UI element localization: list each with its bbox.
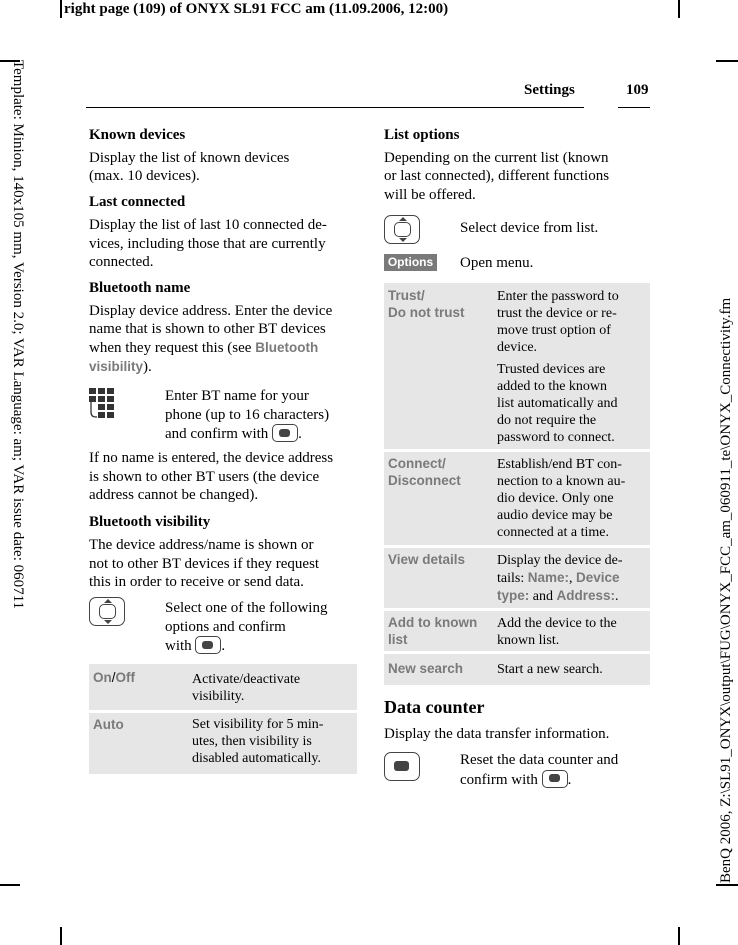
option-auto[interactable] xyxy=(93,716,124,733)
center-key-icon xyxy=(384,752,420,781)
text-line: The device address/name is shown or xyxy=(89,536,314,553)
text-line xyxy=(460,770,650,790)
label-fragment: Off xyxy=(115,670,136,685)
text-line: Display the list of last 10 connected de- xyxy=(89,216,327,233)
last-connected-text xyxy=(89,216,359,272)
text-line: audio device may be xyxy=(497,508,613,523)
text-fragment: and xyxy=(529,589,557,604)
text-fragment: and confirm with xyxy=(165,426,269,443)
text-line xyxy=(165,424,360,444)
known-devices-heading: Known devices xyxy=(89,127,186,143)
text-line xyxy=(497,569,647,587)
text-line: Enter BT name for your xyxy=(165,388,309,404)
text-line: list automatically and xyxy=(497,396,618,411)
text-line: Establish/end BT con- xyxy=(497,457,622,472)
header-rule xyxy=(86,107,650,108)
text-line: is shown to other BT users (the device xyxy=(89,468,320,485)
option-connect-desc xyxy=(497,456,647,541)
text-line: (max. 10 devices). xyxy=(89,168,200,185)
center-key-icon xyxy=(272,424,298,442)
options-softkey[interactable]: Options xyxy=(384,254,437,271)
list-options-heading: List options xyxy=(384,127,460,143)
text-line xyxy=(89,358,359,377)
center-key-icon xyxy=(542,770,568,788)
option-add-to-known-desc xyxy=(497,615,647,649)
label-fragment: On xyxy=(93,670,112,685)
section-title: Settings xyxy=(524,82,575,98)
text-line: connected at a time. xyxy=(497,525,609,540)
option-new-search[interactable]: New search xyxy=(388,661,464,676)
text-line: Depending on the current list (known xyxy=(384,149,609,166)
text-line: phone (up to 16 characters) xyxy=(165,406,330,423)
bt-name-step xyxy=(165,387,360,444)
text-fragment: with xyxy=(165,638,192,655)
text-line: Set visibility for 5 min- xyxy=(192,717,324,732)
text-fragment: . xyxy=(615,589,619,604)
text-fragment: tails: xyxy=(497,571,528,586)
text-line xyxy=(497,587,647,605)
bt-visibility-link-cont[interactable]: visibility xyxy=(89,358,144,374)
text-line: or last connected), different functions xyxy=(384,168,610,185)
page-number: 109 xyxy=(626,82,649,98)
text-fragment: . xyxy=(567,771,572,788)
left-margin-label: Template: Minion, 140x105 mm, Version 2.0; VAR Language: am; VAR issue date: 060711 xyxy=(10,60,26,610)
navigation-key-icon xyxy=(89,597,125,626)
visibility-options-table xyxy=(89,664,357,774)
header-rule-gap xyxy=(584,106,618,109)
right-column xyxy=(384,126,650,205)
text-line xyxy=(165,636,360,656)
text-fragment: ). xyxy=(143,358,152,375)
data-counter-text: Display the data transfer information. xyxy=(384,726,610,742)
text-line: address cannot be changed). xyxy=(89,487,259,504)
open-menu-step: Open menu. xyxy=(460,255,534,271)
text-line: Reset the data counter and xyxy=(460,752,619,768)
last-connected-heading: Last connected xyxy=(89,194,186,211)
option-add-to-known[interactable] xyxy=(388,614,477,648)
text-line xyxy=(89,339,359,358)
label-fragment: Auto xyxy=(93,717,124,732)
crop-mark xyxy=(0,884,20,886)
option-auto-desc xyxy=(192,716,354,767)
trust-note xyxy=(497,361,647,446)
label-line: Do not trust xyxy=(388,305,465,320)
text-fragment: . xyxy=(298,426,302,443)
text-line: dio device. Only one xyxy=(497,491,614,506)
text-line: Activate/deactivate xyxy=(192,672,301,687)
label-line: list xyxy=(388,632,408,647)
text-fragment: when they request this (see xyxy=(89,340,256,357)
bt-visibility-heading: Bluetooth visibility xyxy=(89,514,211,531)
header-slug xyxy=(64,0,448,18)
option-new-search-desc: Start a new search. xyxy=(497,662,603,677)
slug-text: right page (109) of ONYX SL91 FCC am (11.09.2006, 12:00) xyxy=(64,1,449,17)
crop-mark xyxy=(60,0,62,18)
center-key-icon xyxy=(195,636,221,654)
crop-mark xyxy=(678,0,680,18)
text-line: nection to a known au- xyxy=(497,474,626,489)
option-trust-desc xyxy=(497,288,647,446)
list-options-text xyxy=(384,149,650,205)
text-line: Add the device to the xyxy=(497,616,617,631)
text-line: Enter the password to xyxy=(497,289,619,304)
option-connect[interactable] xyxy=(388,455,461,489)
field-name: Address: xyxy=(556,588,615,603)
label-line: Connect/ xyxy=(388,456,446,471)
label-line: Add to known xyxy=(388,615,478,630)
text-line: Select one of the following xyxy=(165,600,328,616)
text-line: move trust option of xyxy=(497,323,611,338)
text-fragment: , xyxy=(569,571,576,586)
text-line: vices, including those that are currently xyxy=(89,235,326,252)
option-on-off[interactable] xyxy=(93,669,135,686)
bt-name-after xyxy=(89,449,359,592)
data-counter-heading: Data counter xyxy=(384,697,485,717)
text-fragment: . xyxy=(221,638,226,655)
label-fragment: / xyxy=(111,670,116,685)
text-fragment: confirm with xyxy=(460,771,538,788)
known-devices-text xyxy=(89,149,359,186)
bt-visibility-step xyxy=(165,599,360,656)
text-line: do not require the xyxy=(497,413,597,428)
text-line: If no name is entered, the device address xyxy=(89,450,334,466)
crop-mark xyxy=(60,927,62,945)
text-line: added to the known xyxy=(497,379,608,394)
field-name: Device xyxy=(576,570,620,585)
bt-visibility-link[interactable]: Bluetooth xyxy=(255,340,319,356)
option-on-off-desc xyxy=(192,671,354,705)
text-line: known list. xyxy=(497,633,560,648)
text-line: disabled automatically. xyxy=(192,751,321,766)
left-column xyxy=(89,126,359,376)
crop-mark xyxy=(678,927,680,945)
bt-name-heading: Bluetooth name xyxy=(89,279,191,296)
label-line xyxy=(388,287,465,304)
text-line: connected. xyxy=(89,254,154,271)
bt-name-text xyxy=(89,302,359,377)
field-name: type: xyxy=(497,588,530,603)
option-trust[interactable] xyxy=(388,287,465,321)
text-line: visibility. xyxy=(192,689,245,704)
text-line: will be offered. xyxy=(384,187,476,204)
text-line: Display device address. Enter the device xyxy=(89,302,333,319)
data-counter-step xyxy=(460,751,650,789)
option-view-details[interactable]: View details xyxy=(388,552,466,567)
text-line: password to connect. xyxy=(497,430,615,445)
list-options-table xyxy=(384,283,650,685)
option-view-details-desc xyxy=(497,552,647,605)
crop-mark xyxy=(716,884,738,886)
text-line: device. xyxy=(497,340,538,355)
right-margin-label: BenQ 2006, Z:\SL91_ONYX\output\FUG\ONYX_FCC_am_060911_te\ONYX_Connectivity.fm xyxy=(718,297,734,883)
text-line: not to other BT devices if they request xyxy=(89,555,320,572)
text-line: Display the list of known devices xyxy=(89,149,290,166)
text-line: utes, then visibility is xyxy=(192,734,312,749)
text-line: Trusted devices are xyxy=(497,362,606,377)
crop-mark xyxy=(716,60,738,62)
label-line: Disconnect xyxy=(388,473,461,488)
bt-visibility-text xyxy=(89,536,359,592)
text-line: this in order to receive or send data. xyxy=(89,574,304,591)
text-line: name that is shown to other BT devices xyxy=(89,321,326,338)
select-device-step: Select device from list. xyxy=(460,220,599,236)
navigation-key-icon xyxy=(384,215,420,244)
text-line: options and confirm xyxy=(165,618,286,635)
text-line: trust the device or re- xyxy=(497,306,617,321)
text-line: Display the device de- xyxy=(497,553,623,568)
keypad-icon xyxy=(89,388,123,418)
label-fragment: Trust/ xyxy=(388,288,425,303)
field-name: Name: xyxy=(527,570,569,585)
